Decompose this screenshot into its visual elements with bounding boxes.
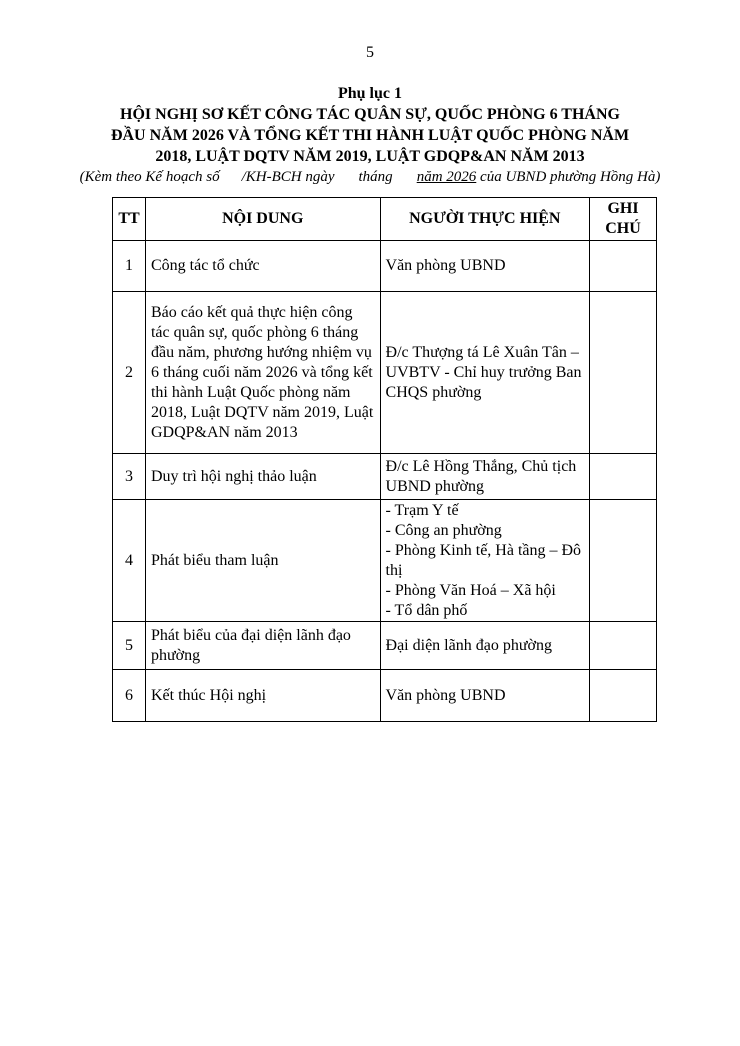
header-performer: NGƯỜI THỰC HIỆN — [380, 198, 590, 241]
performer-list-item: - Tổ dân phố — [385, 601, 468, 619]
row-performer: Đ/c Thượng tá Lê Xuân Tân – UVBTV - Chỉ huy trưởng Ban CHQS phường — [380, 292, 590, 454]
table-row — [113, 454, 657, 500]
row-performer: Văn phòng UBND — [380, 241, 590, 292]
row-content: Báo cáo kết quả thực hiện công tác quân sự, quốc phòng 6 tháng đầu năm, phương hướng nhiệm vụ 6 tháng cuối năm 2026 và tổng kết thi hành Luật Quốc phòng năm 2018, Luật DQTV năm 2019, Luật GDQP&AN năm 2013 — [145, 292, 380, 454]
row-note — [590, 500, 657, 622]
row-note — [590, 454, 657, 500]
agenda-table — [112, 197, 657, 722]
row-content: Phát biểu của đại diện lãnh đạo phường — [145, 622, 380, 670]
document-heading-line-1: HỘI NGHỊ SƠ KẾT CÔNG TÁC QUÂN SỰ, QUỐC PHÒNG 6 THÁNG — [120, 106, 620, 123]
subtitle-part-3: tháng — [358, 169, 393, 185]
document-subtitle — [0, 168, 740, 187]
row-note — [590, 622, 657, 670]
subtitle-part-5: của UBND phường Hồng Hà) — [480, 169, 661, 185]
performer-list-item: - Phòng Kinh tế, Hà tầng – Đô thị — [385, 541, 582, 579]
row-performer: Đ/c Lê Hồng Thắng, Chủ tịch UBND phường — [380, 454, 590, 500]
subtitle-part-2: /KH-BCH ngày — [241, 169, 335, 185]
table-row — [113, 500, 657, 622]
subtitle-part-1: (Kèm theo Kế hoạch số — [79, 169, 220, 185]
table-header-row — [113, 198, 657, 241]
row-note — [590, 670, 657, 722]
row-performer: Văn phòng UBND — [380, 670, 590, 722]
document-heading-line-3: 2018, LUẬT DQTV NĂM 2019, LUẬT GDQP&AN NĂM 2013 — [155, 148, 585, 165]
row-performer: Đại diện lãnh đạo phường — [380, 622, 590, 670]
header-note: GHI CHÚ — [590, 198, 657, 241]
row-number: 3 — [113, 454, 146, 500]
performer-list-item: - Công an phường — [385, 521, 502, 539]
header-content: NỘI DUNG — [145, 198, 380, 241]
row-note — [590, 292, 657, 454]
document-heading-line-2: ĐẦU NĂM 2026 VÀ TỔNG KẾT THI HÀNH LUẬT QUỐC PHÒNG NĂM — [110, 127, 630, 144]
row-content: Kết thúc Hội nghị — [145, 670, 380, 722]
title-block — [0, 84, 740, 187]
performer-list-item: - Phòng Văn Hoá – Xã hội — [385, 581, 556, 599]
page-number: 5 — [366, 44, 374, 61]
row-number: 1 — [113, 241, 146, 292]
row-note — [590, 241, 657, 292]
header-tt: TT — [113, 198, 146, 241]
row-number: 2 — [113, 292, 146, 454]
table-row — [113, 241, 657, 292]
appendix-label: Phụ lục 1 — [337, 85, 402, 102]
table-row — [113, 292, 657, 454]
row-content: Công tác tổ chức — [145, 241, 380, 292]
row-number: 4 — [113, 500, 146, 622]
row-content: Duy trì hội nghị thảo luận — [145, 454, 380, 500]
performer-list-item: - Trạm Y tế — [385, 501, 459, 519]
row-performer-list — [380, 500, 590, 622]
subtitle-part-4: năm 2026 — [416, 169, 477, 185]
table-row — [113, 622, 657, 670]
row-number: 6 — [113, 670, 146, 722]
table-row — [113, 670, 657, 722]
row-content: Phát biểu tham luận — [145, 500, 380, 622]
row-number: 5 — [113, 622, 146, 670]
